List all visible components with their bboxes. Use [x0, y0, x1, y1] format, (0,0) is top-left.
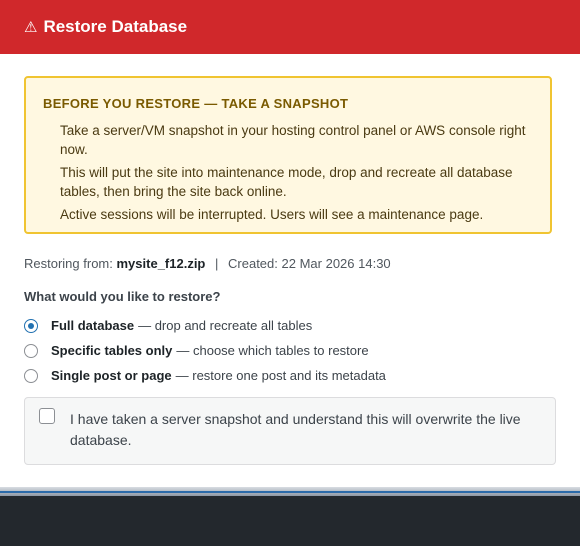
option-label: Full database	[51, 318, 135, 333]
option-full-database[interactable]	[24, 313, 386, 338]
notice-line: This will put the site into maintenance mode, drop and recreate all database tables, then bring the site back online.	[60, 165, 513, 199]
backup-meta	[24, 256, 391, 271]
modal-header	[0, 0, 580, 54]
radio-single-post[interactable]	[24, 369, 38, 383]
created-label: Created:	[228, 256, 278, 271]
radio-full-database[interactable]	[24, 319, 38, 333]
restore-question: What would you like to restore?	[24, 289, 221, 304]
modal-bottom-edge	[0, 487, 580, 496]
backup-filename: mysite_f12.zip	[116, 256, 206, 271]
notice-line: Take a server/VM snapshot in your hosting control panel or AWS console right now.	[60, 123, 526, 157]
created-value: 22 Mar 2026 14:30	[281, 256, 391, 271]
option-label: Specific tables only	[51, 343, 173, 358]
confirm-text: I have taken a server snapshot and understand this will overwrite the live database.	[70, 411, 521, 448]
option-description: — restore one post and its metadata	[175, 368, 386, 383]
option-single-post[interactable]	[24, 363, 386, 388]
option-description: — choose which tables to restore	[176, 343, 369, 358]
option-specific-tables[interactable]	[24, 338, 386, 363]
restoring-label: Restoring from:	[24, 256, 113, 271]
option-label: Single post or page	[51, 368, 172, 383]
restore-options	[24, 313, 386, 388]
snapshot-warning-notice	[24, 76, 552, 234]
radio-specific-tables[interactable]	[24, 344, 38, 358]
meta-separator: |	[215, 256, 219, 271]
modal-title: Restore Database	[43, 17, 188, 36]
notice-line: Active sessions will be interrupted. Users will see a maintenance page.	[60, 207, 484, 222]
snapshot-confirmation[interactable]	[24, 397, 556, 465]
warning-triangle-icon: ⚠	[24, 19, 38, 36]
snapshot-confirm-checkbox[interactable]	[39, 408, 55, 424]
notice-title: BEFORE YOU RESTORE — TAKE A SNAPSHOT	[43, 96, 349, 111]
option-description: — drop and recreate all tables	[138, 318, 313, 333]
